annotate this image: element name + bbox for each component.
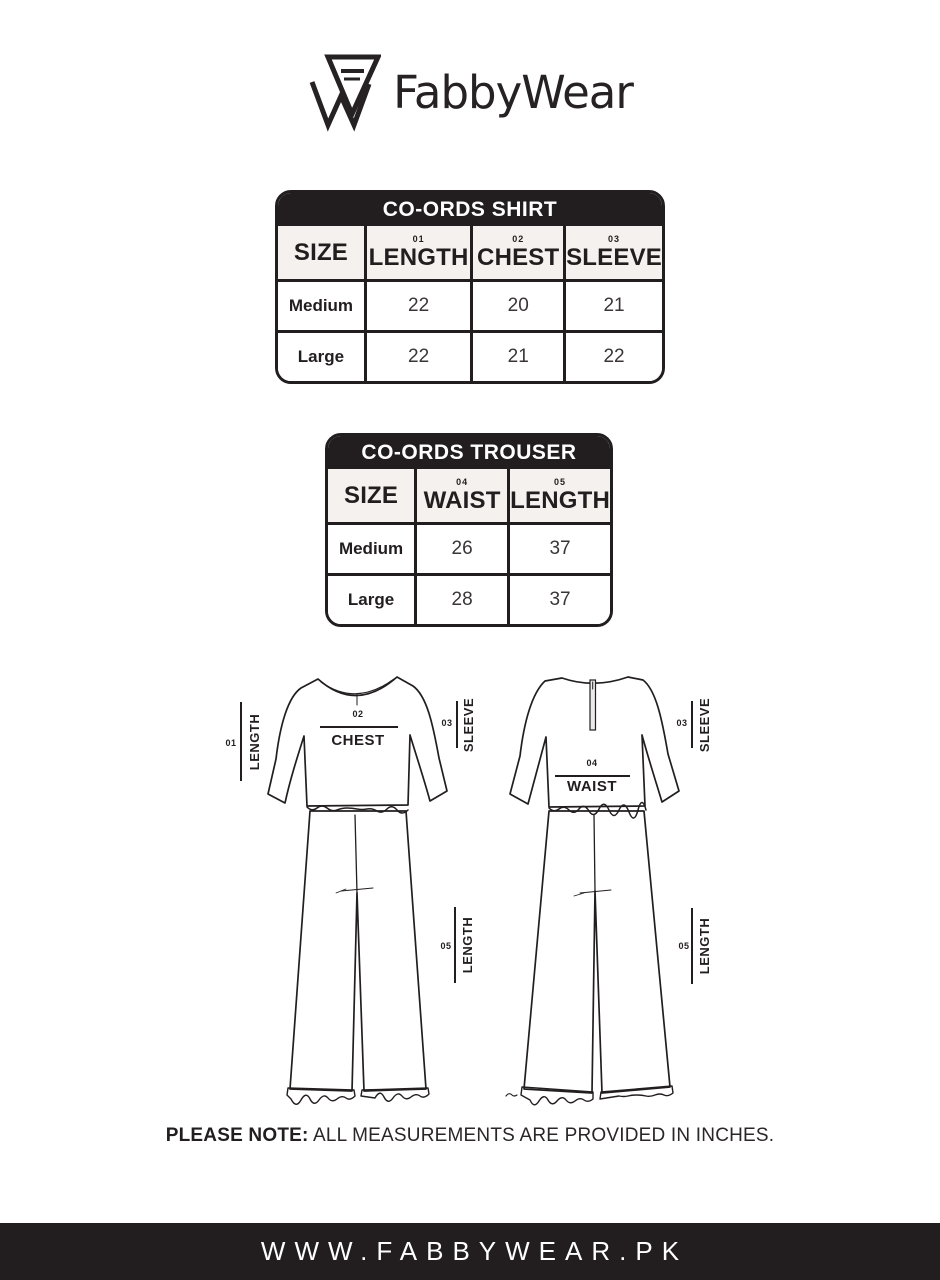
brand-name: FabbyWear — [393, 65, 633, 119]
shirt-medium-sleeve: 21 — [563, 279, 662, 330]
shirt-col-size: SIZE — [278, 226, 364, 279]
measure-label-length-05-back: LENGTH — [696, 917, 712, 975]
footer-bar — [0, 1223, 940, 1280]
shirt-col-sleeve: 03 SLEEVE — [563, 226, 662, 279]
measure-num-03-back: 03 — [676, 718, 688, 728]
shirt-table-title: CO-ORDS SHIRT — [278, 193, 662, 226]
brand-logo — [0, 52, 940, 132]
shirt-col-chest: 02 CHEST — [470, 226, 563, 279]
trouser-table-title: CO-ORDS TROUSER — [328, 436, 610, 469]
trouser-col-waist: 04 WAIST — [414, 469, 507, 522]
note-bold-prefix: PLEASE NOTE: — [165, 1125, 309, 1146]
website-url: WWW.FABBYWEAR.PK — [260, 1236, 689, 1266]
trouser-large-length: 37 — [507, 573, 610, 624]
measure-num-01: 01 — [225, 738, 237, 748]
trouser-row-large-label: Large — [328, 573, 414, 624]
shirt-row-large-label: Large — [278, 330, 364, 381]
measure-line-waist-04 — [555, 775, 630, 777]
trouser-size-table — [325, 433, 613, 627]
measure-line-chest-02 — [320, 726, 398, 728]
trouser-col-length: 05 LENGTH — [507, 469, 610, 522]
shirt-row-medium-label: Medium — [278, 279, 364, 330]
measure-label-length-01: LENGTH — [246, 713, 262, 771]
measure-num-02: 02 — [352, 709, 364, 719]
note-text: ALL MEASUREMENTS ARE PROVIDED IN INCHES. — [308, 1125, 775, 1146]
measure-label-length-05-front: LENGTH — [459, 916, 475, 974]
measure-num-04: 04 — [586, 758, 598, 768]
shirt-medium-chest: 20 — [470, 279, 563, 330]
measure-label-waist-04: WAIST — [567, 778, 617, 795]
shirt-col-length: 01 LENGTH — [364, 226, 470, 279]
trouser-medium-length: 37 — [507, 522, 610, 573]
shirt-size-table — [275, 190, 665, 384]
back-garment-sketch — [498, 665, 698, 1110]
measure-num-03-front: 03 — [441, 718, 453, 728]
shirt-large-chest: 21 — [470, 330, 563, 381]
measure-label-chest-02: CHEST — [331, 732, 385, 749]
shirt-large-sleeve: 22 — [563, 330, 662, 381]
measure-num-05-front: 05 — [440, 941, 452, 951]
shirt-medium-length: 22 — [364, 279, 470, 330]
fw-monogram-icon — [307, 52, 381, 132]
measure-label-sleeve-03-back: SLEEVE — [696, 697, 712, 753]
shirt-large-length: 22 — [364, 330, 470, 381]
trouser-large-waist: 28 — [414, 573, 507, 624]
measurement-note — [0, 1125, 940, 1147]
measure-num-05-back: 05 — [678, 941, 690, 951]
trouser-row-medium-label: Medium — [328, 522, 414, 573]
trouser-col-size: SIZE — [328, 469, 414, 522]
measure-label-sleeve-03-front: SLEEVE — [460, 697, 476, 753]
trouser-medium-waist: 26 — [414, 522, 507, 573]
